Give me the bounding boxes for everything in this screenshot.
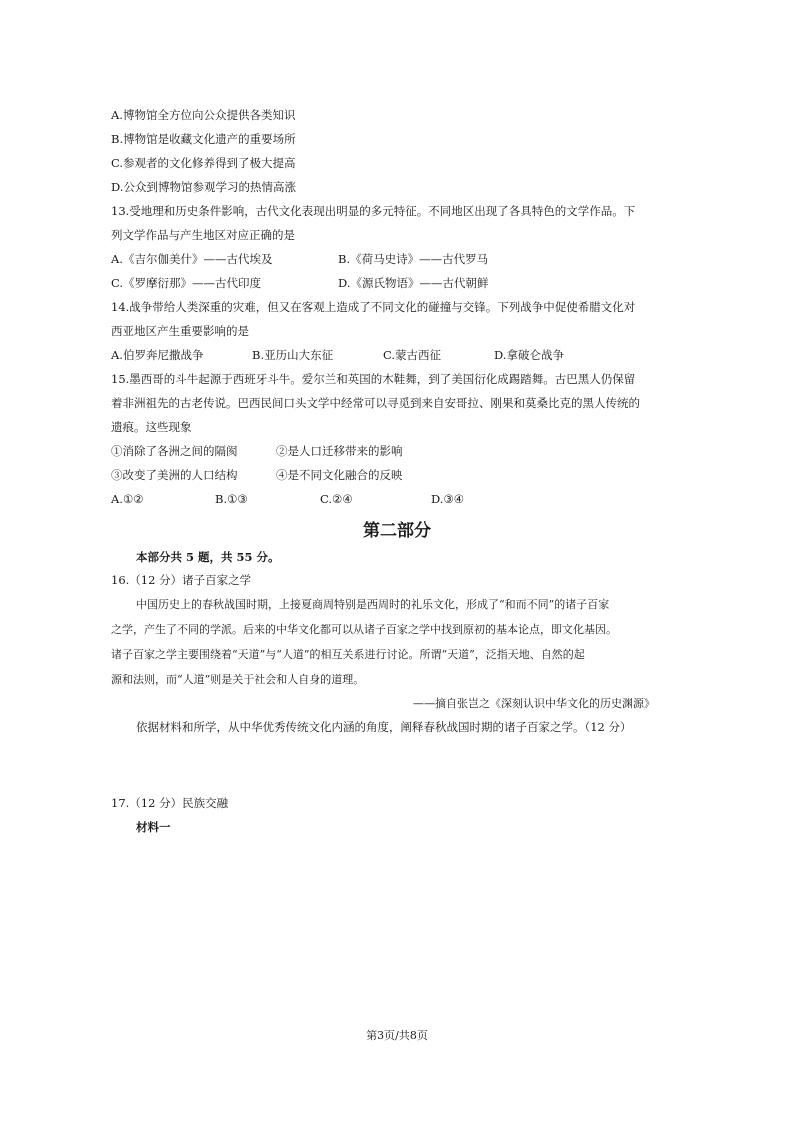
q14-option-b: B.亚历山大东征: [252, 348, 334, 362]
part2-intro: 本部分共 5 题，共 55 分。: [136, 550, 280, 564]
q15-item-3: ③改变了美洲的人口结构: [111, 468, 238, 482]
q13-option-a: A.《吉尔伽美什》——古代埃及: [111, 252, 273, 266]
q13-stem-line-1: 13.受地理和历史条件影响，古代文化表现出明显的多元特征。不同地区出现了各具特色的文学作品。下: [111, 204, 636, 218]
q15-stem-line-1: 15.墨西哥的斗牛起源于西班牙斗牛。爱尔兰和英国的木鞋舞，到了美国衍化成踢踏舞。古巴黑人仍保留: [111, 372, 636, 386]
q14-option-c: C.蒙古西征: [383, 348, 442, 362]
q17-material-label: 材料一: [136, 820, 171, 834]
q14-option-a: A.伯罗奔尼撒战争: [111, 348, 204, 362]
q16-material-line-2: 之学，产生了不同的学派。后来的中华文化都可以从诸子百家之学中找到原初的基本论点，即文化基因。: [111, 623, 617, 636]
q16-material-line-3: 诸子百家之学主要围绕着“天道”与“人道”的相互关系进行讨论。所谓“天道”，泛指天地、自然的起: [111, 648, 585, 661]
q15-item-1: ①消除了各洲之间的隔阂: [111, 444, 238, 458]
q15-option-d: D.③④: [431, 492, 465, 506]
q16-material-line-4: 源和法则，而“人道”则是关于社会和人自身的道理。: [111, 673, 365, 686]
q12-option-b: B.博物馆是收藏文化遗产的重要场所: [111, 132, 296, 146]
q15-stem-line-2: 着非洲祖先的古老传说。巴西民间口头文学中经常可以寻觅到来自安哥拉、刚果和莫桑比克的黑人传统的: [111, 396, 640, 410]
q12-option-d: D.公众到博物馆参观学习的热情高涨: [111, 180, 296, 194]
q15-option-b: B.①③: [215, 492, 248, 506]
part2-title: 第二部分: [363, 521, 431, 541]
q13-option-d: D.《源氏物语》——古代朝鲜: [338, 276, 489, 290]
q16-material-line-1: 中国历史上的春秋战国时期，上接夏商周特别是西周时的礼乐文化，形成了“和而不同”的诸子百家: [136, 598, 610, 611]
q15-stem-line-3: 遗痕。这些现象: [111, 420, 192, 434]
page-number: 第3页/共8页: [366, 1029, 428, 1042]
q17-header: 17.（12 分）民族交融: [111, 796, 229, 810]
q13-stem-line-2: 列文学作品与产生地区对应正确的是: [111, 228, 295, 242]
q14-stem-line-2: 西亚地区产生重要影响的是: [111, 324, 249, 338]
q16-header: 16.（12 分）诸子百家之学: [111, 573, 252, 587]
q13-option-b: B.《荷马史诗》——古代罗马: [338, 252, 489, 266]
q14-option-d: D.拿破仑战争: [494, 348, 564, 362]
q16-source: ——摘自张岂之《深刻认识中华文化的历史渊源》: [413, 697, 655, 710]
q16-question: 依据材料和所学，从中华优秀传统文化内涵的角度，阐释春秋战国时期的诸子百家之学。（12 分）: [136, 720, 632, 734]
q15-option-c: C.②④: [320, 492, 353, 506]
q12-option-a: A.博物馆全方位向公众提供各类知识: [111, 108, 296, 122]
q15-option-a: A.①②: [111, 492, 144, 506]
q13-option-c: C.《罗摩衍那》——古代印度: [111, 276, 262, 290]
q14-stem-line-1: 14.战争带给人类深重的灾难，但又在客观上造成了不同文化的碰撞与交锋。下列战争中促使希腊文化对: [111, 300, 636, 314]
q12-option-c: C.参观者的文化修养得到了极大提高: [111, 156, 296, 170]
q15-item-4: ④是不同文化融合的反映: [276, 468, 403, 482]
q15-item-2: ②是人口迁移带来的影响: [276, 444, 403, 458]
